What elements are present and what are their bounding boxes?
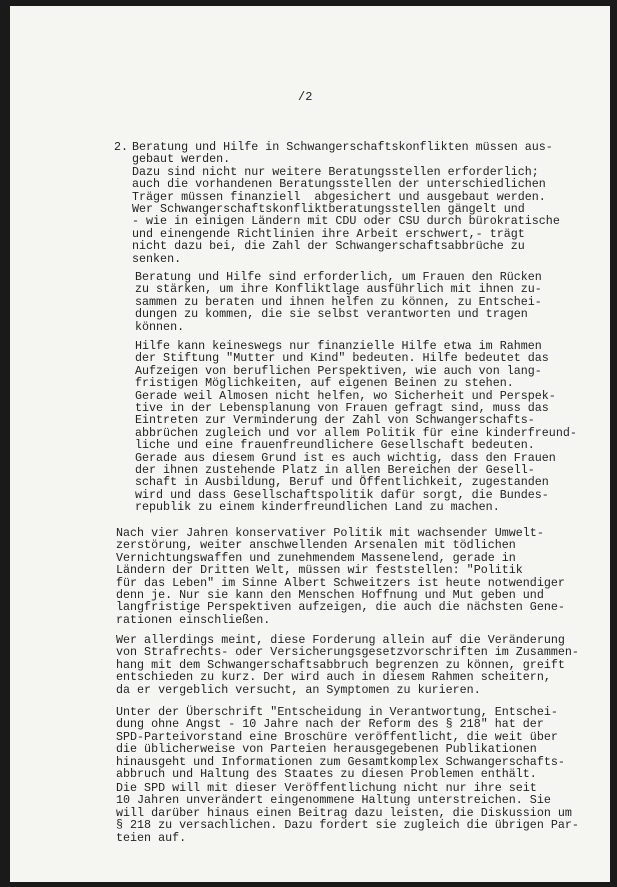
text-line: teien auf. xyxy=(116,830,187,845)
text-line: der ihnen zustehende Platz in allen Bereichen der Gesell- xyxy=(135,463,535,478)
text-line: tive in der Lebensplanung von Frauen gefragt sind, muss das xyxy=(135,401,549,416)
text-line: auch die vorhandenen Beratungsstellen der unterschiedlichen xyxy=(132,177,546,192)
text-line: da er vergeblich versucht, an Symptomen zu kurieren. xyxy=(116,682,481,697)
text-line: abbruch und Haltung des Staates zu diesen Problemen enthält. xyxy=(116,767,537,782)
text-line: Nach vier Jahren konservativer Politik mit wachsender Umwelt- xyxy=(116,526,544,540)
text-line: Hilfe kann keineswegs nur finanzielle Hilfe etwa im Rahmen xyxy=(135,339,542,353)
text-line: Beratung und Hilfe in Schwangerschaftskonflikten müssen aus- xyxy=(132,140,553,154)
text-line: schaft in Ausbildung, Beruf und Öffentlichkeit, zugestanden xyxy=(135,475,549,490)
text-line: zu stärken, um ihre Konfliktlage ausführlich mit ihnen zu- xyxy=(135,282,542,297)
text-line: nicht dazu bei, die Zahl der Schwangerschaftsabbrüche zu xyxy=(132,239,525,254)
list-item-paragraph-3 xyxy=(135,340,577,514)
paragraph-6 xyxy=(116,706,565,780)
text-line: Träger müssen finanziell abgesichert und ausgebaut werden. xyxy=(132,189,546,204)
text-line: Beratung und Hilfe sind erforderlich, um Frauen den Rücken xyxy=(135,270,542,284)
text-line: entschieden zu kurz. Der wird auch in diesem Rahmen scheitern, xyxy=(116,670,551,685)
text-line: abbrüchen zugleich und vor allem Politik für eine kinderfreund- xyxy=(135,425,577,440)
text-line: Dazu sind nicht nur weitere Beratungsstellen erforderlich; xyxy=(132,164,539,179)
text-line: 10 Jahren unverändert eingenommene Haltung unterstreichen. Sie xyxy=(116,793,551,808)
text-line: § 218 zu versachlichen. Dazu fordert sie zugleich die übrigen Par- xyxy=(116,818,579,833)
text-line: SPD-Parteivorstand eine Broschüre veröffentlicht, die weit über xyxy=(116,729,558,744)
text-line: rationen einschließen. xyxy=(116,612,271,627)
text-line: Die SPD will mit dieser Veröffentlichung nicht nur ihre seit xyxy=(116,781,537,795)
text-line: zerstörung, weiter anschwellenden Arsenalen mit tödlichen xyxy=(116,538,516,553)
text-line: sammen zu beraten und ihnen helfen zu können, zu Entschei- xyxy=(135,294,542,309)
text-line: für das Leben" im Sinne Albert Schweitzers ist heute notwendiger xyxy=(116,575,565,590)
text-line: die üblicherweise von Parteien herausgegebenen Publikationen xyxy=(116,742,537,757)
text-line: senken. xyxy=(132,251,182,266)
text-line: Gerade weil Almosen nicht helfen, wo Sicherheit und Perspek- xyxy=(135,388,556,403)
text-line: von Strafrechts- oder Versicherungsgesetzvorschriften im Zusammen- xyxy=(116,645,579,660)
text-line: liche und eine frauenfreundlichere Gesellschaft bedeuten. xyxy=(135,438,535,453)
text-line: dung ohne Angst - 10 Jahre nach der Reform des § 218" hat der xyxy=(116,717,544,732)
list-item-paragraph-2 xyxy=(135,271,542,333)
text-line: Wer Schwangerschaftskonfliktberatungsstellen gängelt und xyxy=(132,202,525,217)
text-line: langfristige Perspektiven aufzeigen, die auch die nächsten Gene- xyxy=(116,600,565,615)
list-item-number: 2. xyxy=(114,140,129,154)
text-line: hinausgeht und Informationen zum Gesamtkomplex Schwangerschafts- xyxy=(116,754,565,769)
text-line: Gerade aus diesem Grund ist es auch wichtig, dass den Frauen xyxy=(135,450,556,465)
text-line: Eintreten zur Verminderung der Zahl von Schwangerschafts- xyxy=(135,413,535,428)
text-line: denn je. Nur sie kann den Menschen Hoffnung und Mut geben und xyxy=(116,588,544,603)
text-line: republik zu einem kinderfreundlichen Land zu machen. xyxy=(135,500,500,515)
text-line: und einengende Richtlinien ihre Arbeit erschwert,- trägt xyxy=(132,226,525,241)
text-line: dungen zu kommen, die sie selbst verantworten und tragen xyxy=(135,307,528,322)
paragraph-7 xyxy=(116,782,579,844)
text-line: - wie in einigen Ländern mit CDU oder CSU durch bürokratische xyxy=(132,214,560,229)
text-line: hang mit dem Schwangerschaftsabbruch begrenzen zu können, greift xyxy=(116,657,565,672)
text-line: können. xyxy=(135,319,185,334)
text-line: wird und dass Gesellschaftspolitik dafür sorgt, die Bundes- xyxy=(135,487,549,502)
text-line: will darüber hinaus einen Beitrag dazu leisten, die Diskussion um xyxy=(116,805,572,820)
page-number: /2 xyxy=(298,90,313,104)
text-line: Wer allerdings meint, diese Forderung allein auf die Veränderung xyxy=(116,633,565,647)
text-line: der Stiftung "Mutter und Kind" bedeuten. Hilfe bedeutet das xyxy=(135,351,549,366)
text-line: gebaut werden. xyxy=(132,152,231,167)
document-page xyxy=(10,6,610,882)
paragraph-5 xyxy=(116,634,579,696)
text-line: Unter der Überschrift "Entscheidung in Verantwortung, Entschei- xyxy=(116,705,558,719)
text-line: Aufzeigen von beruflichen Perspektiven, wie auch von lang- xyxy=(135,363,542,378)
list-item-paragraph xyxy=(132,141,560,265)
text-line: Ländern der Dritten Welt, müssen wir feststellen: "Politik xyxy=(116,563,523,578)
text-line: Vernichtungswaffen und zunehmendem Massenelend, gerade in xyxy=(116,550,516,565)
paragraph-4 xyxy=(116,527,565,626)
text-line: fristigen Möglichkeiten, auf eigenen Beinen zu stehen. xyxy=(135,376,514,391)
